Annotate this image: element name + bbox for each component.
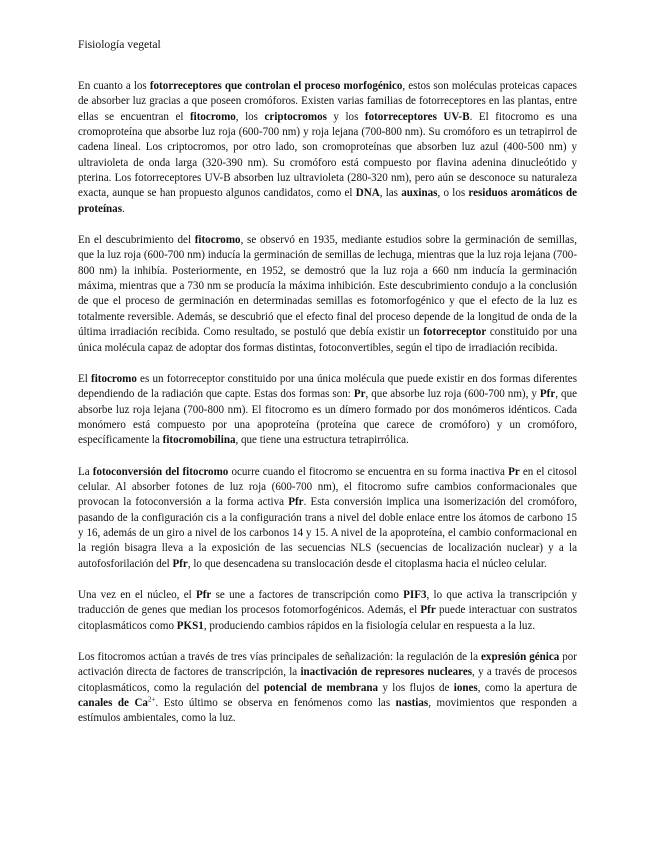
bold-term: residuos aromáticos de proteínas [78,187,577,215]
text-run: es un fotorreceptor constituido por una única molécula que puede existir en dos formas diferentes dependiendo de la radiación que capte. Estas dos formas son: [78,372,577,401]
paragraph-fotorreceptores [78,79,577,217]
text-run: se une a factores de transcripción como [211,588,404,601]
bold-term: Pfr [172,557,188,570]
text-run: , los [235,110,265,123]
bold-term: inactivación de represores nucleares [300,666,473,679]
text-run: Los fitocromos actúan a través de tres vías principales de señalización: la regulación de la [78,651,482,663]
text-run: En el descubrimiento del [78,234,195,247]
text-run: y los [326,110,365,123]
bold-term: nastias [395,697,429,710]
text-run: Una vez en el núcleo, el [78,588,196,601]
superscript: 2+ [147,695,156,704]
text-run: , movimientos que responden a estímulos ambientales, como la luz. [78,697,578,725]
bold-term: fotorreceptores que controlan el proceso morfogénico [149,80,403,92]
text-run: puede interactuar con sustratos citoplasmáticos como [78,604,577,632]
bold-term: potencial de membrana [263,681,379,694]
bold-term: Pr [508,465,520,478]
text-run: , se observó en 1935, mediante estudios sobre la germinación de semillas, que la luz roja (600-700 nm) inducía la germinación de semillas de lechuga, mientras que la luz roja lejana (700-800 nm) la inhibía. Posteriormente, en 1952, se demostró que la luz roja a 660 nm inducía la germinación máxima, mientras que a 730 nm se producía la máxima inhibición. Este descubrimiento condujo a la conclusión de que el proceso de germinación en determinadas semillas es fotomorfogénico y que el efecto de la luz es totalmente reversible. Además, se descubrió que el efecto final del proceso depende de la longitud de onda de la última irradiación recibida. Como resultado, se postuló que debía existir un [78,234,577,339]
text-run: . [122,202,125,215]
text-run: , y a través de procesos citoplasmáticos, como la regulación del [78,666,577,694]
bold-term: Pfr [288,496,304,509]
bold-term: auxinas [401,187,438,200]
text-run: constituido por una única molécula capaz de adoptar dos formas distintas, fotoconvertibles, según el tipo de irradiación recibida. [78,326,577,354]
bold-term: Pr [353,388,366,401]
text-run: , o los [437,187,469,200]
text-run: en el citosol celular. Al absorber fotones de luz roja (600-700 nm), el fitocromo sufre cambios conformacionales que provocan la fotoconversión a la forma activa [78,465,577,509]
bold-term: DNA [355,187,380,200]
text-run: por activación directa de factores de transcripción, la [78,651,577,679]
paragraph-senalizacion [78,650,577,727]
bold-term: fitocromo [194,234,241,247]
page-header: Fisiología vegetal [78,38,161,51]
paragraph-descubrimiento [78,233,577,356]
bold-term: Pfr [195,588,212,601]
text-run: La [78,465,93,478]
text-run: , lo que activa la transcripción y traducción de genes que median los procesos fotomorfogénicos. Además, el [78,588,577,617]
text-run: , lo que desencadena su translocación desde el citoplasma hacia el núcleo celular. [187,557,547,570]
paragraph-fitocromo-estructura [78,372,577,449]
bold-term: Pfr [420,604,436,617]
bold-term: PKS1 [176,619,204,632]
bold-term: PIF3 [403,588,427,601]
text-run: , estos son moléculas proteicas capaces de absorber luz gracias a que poseen cromóforos. Existen varias familias de fotorreceptores en las plantas, entre ellas se encuentran el [78,80,577,123]
bold-term: Pfr [539,388,556,401]
text-run: ocurre cuando el fitocromo se encuentra en su forma inactiva [228,465,509,478]
bold-term: fotoconversión del fitocromo [92,465,229,478]
text-run: . Esta conversión implica una isomerización del cromóforo, pasando de la configuración cis a la configuración trans a nivel del doble enlace entre los átomos de carbono 15 y 16, además de un giro a nivel de los carbonos 14 y 15. A nivel de la apoproteína, el cambio conformacional en la región bisagra lleva a la exposición de las secuencias NLS (secuencias de localización nuclear) y a la autofosforilación del [78,496,577,570]
bold-term: iones [453,681,478,694]
bold-term: fotorreceptor [423,326,487,339]
bold-term: fitocromo [91,372,137,385]
text-run: y los flujos de [378,681,454,694]
paragraph-fotoconversion [78,465,577,572]
bold-term: expresión génica [481,651,560,663]
text-run: En cuanto a los [78,80,150,92]
text-run: , que absorbe luz roja (600-700 nm), y [365,388,540,401]
text-run: , produciendo cambios rápidos en la fisiología celular en respuesta a la luz. [203,619,536,632]
text-run: , que tiene una estructura tetrapirrólica. [235,434,409,447]
text-run: , que absorbe luz roja lejana (700-800 nm). El fitocromo es un dímero formado por dos monómeros idénticos. Cada monómero está compuesto por una apoproteína (proteína que carece de cromóforo) y un cromóforo, específicamente la [78,388,577,447]
text-run: , como la apertura de [477,681,577,694]
bold-term: criptocromos [264,110,327,123]
text-run: . El fitocromo es una cromoproteína que absorbe luz roja (600-700 nm) y roja lejana (700-800 nm). Su cromóforo es un tetrapirrol de cadena lineal. Los criptocromos, por otro lado, son cromoproteínas que absorben luz azul (400-500 nm) y ultravioleta de onda larga (320-390 nm). Su cromóforo está compuesto por flavina adenina dinucleótido y pterina. Los fotorreceptores UV-B absorben luz ultravioleta (280-320 nm), pero aún se desconoce su naturaleza exacta, aunque se han propuesto algunos candidatos, como el [78,110,577,200]
bold-term: fitocromo [189,110,236,123]
paragraph-nucleo [78,588,577,634]
bold-term: fitocromobilina [162,434,236,447]
text-run: , las [379,187,402,200]
bold-term: fotorreceptores UV-B [364,110,470,123]
bold-term: canales de Ca [78,697,148,710]
text-run: . Esto último se observa en fenómenos como las [155,697,396,710]
text-run: El [78,372,92,385]
